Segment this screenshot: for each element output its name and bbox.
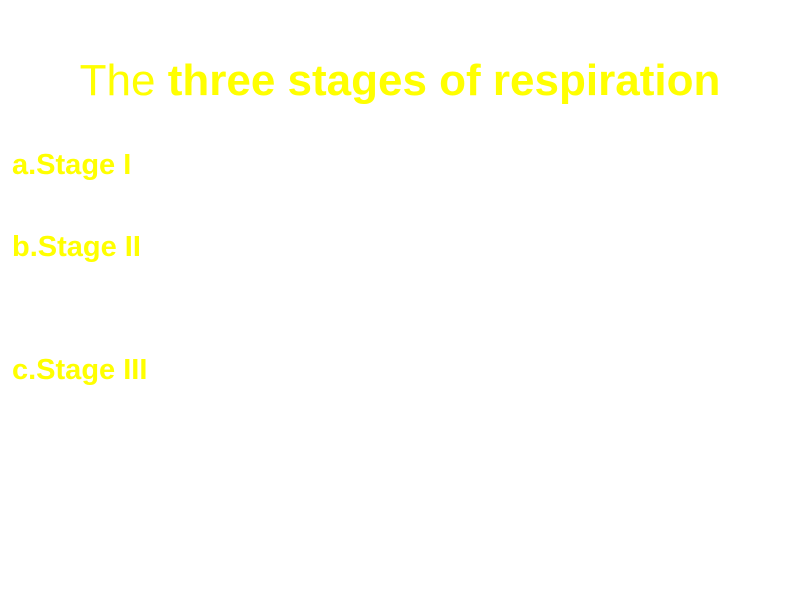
slide-title (0, 55, 800, 107)
list-item-stage-1: a.Stage I (12, 149, 132, 181)
list-item-stage-3: c.Stage III (12, 354, 148, 386)
title-emphasis: three stages of respiration (167, 56, 721, 105)
list-item-stage-2: b.Stage II (12, 231, 141, 263)
title-prefix: The (79, 56, 168, 105)
